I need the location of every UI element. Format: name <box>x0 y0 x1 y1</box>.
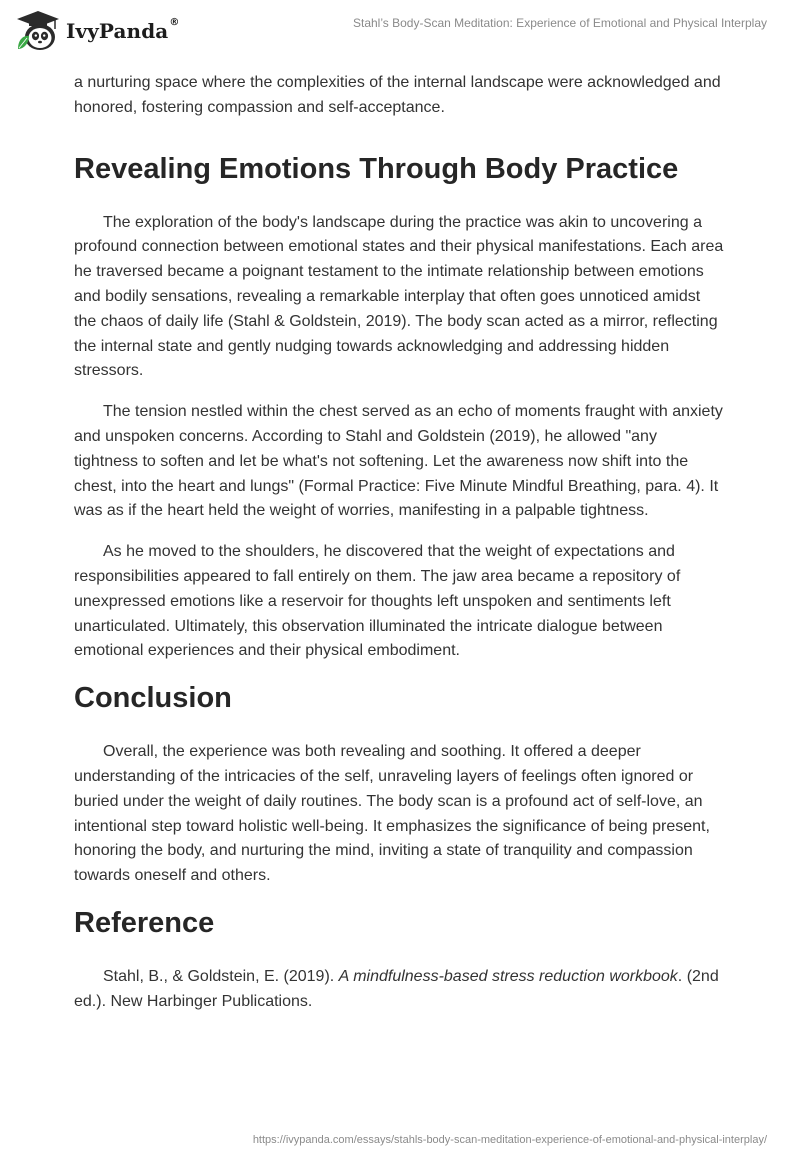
section-heading-revealing: Revealing Emotions Through Body Practice <box>74 152 679 185</box>
essay-content <box>74 71 724 1031</box>
source-url-link[interactable]: https://ivypanda.com/essays/stahls-body-scan-meditation-experience-of-emotional-and-physical-interplay/ <box>252 1134 767 1146</box>
registered-mark: ® <box>169 17 180 28</box>
revealing-paragraph-2: The tension nestled within the chest served as an echo of moments fraught with anxiety and unspoken concerns. According to Stahl and Goldstein (2019), he allowed "any tightness to soften and let be what's not softening. Let the awareness now shift into the chest, into the heart and lungs" (Formal Practice: Five Minute Mindful Breathing, para. 4). It was as if the heart held the weight of worries, manifesting in a palpable tightness. <box>74 403 723 520</box>
section-heading-conclusion: Conclusion <box>74 682 232 715</box>
reference-authors: Stahl, B., & Goldstein, E. (2019). <box>103 967 339 985</box>
section-heading-reference: Reference <box>74 906 215 939</box>
running-title: Stahl’s Body-Scan Meditation: Experience of Emotional and Physical Interplay <box>352 16 767 30</box>
revealing-paragraph-3: As he moved to the shoulders, he discovered that the weight of expectations and responsibilities appeared to fall entirely on them. The jaw area became a repository of unexpressed emotions like a reservoir for thoughts left unspoken and sentiments left unarticulated. Ultimately, this observation illuminated the intricate dialogue between emotional experiences and their physical embodiment. <box>74 543 681 660</box>
page-header <box>0 0 800 62</box>
brand-name: IvyPanda® <box>66 17 180 43</box>
intro-continuation-paragraph: a nurturing space where the complexities of the internal landscape were acknowledged and honored, fostering compassion and self-acceptance. <box>74 74 721 116</box>
brand-logo[interactable] <box>15 9 179 53</box>
reference-title: A mindfulness-based stress reduction workbook <box>338 967 678 985</box>
revealing-paragraph-1: The exploration of the body's landscape during the practice was akin to uncovering a profound connection between emotional states and their physical manifestations. Each area he traversed became a poignant testament to the intimate relationship between emotions and bodily sensations, revealing a remarkable interplay that often goes unnoticed amidst the chaos of daily life (Stahl & Goldstein, 2019). The body scan acted as a mirror, reflecting the internal state and gently nudging towards acknowledging and addressing hidden stressors. <box>74 213 724 380</box>
reference-publisher: . (2nd ed.). New Harbinger Publications. <box>74 967 719 1010</box>
conclusion-paragraph: Overall, the experience was both revealing and soothing. It offered a deeper understanding of the intricacies of the self, unraveling layers of feelings often ignored or buried under the weight of daily routines. The body scan is a profound act of self-love, an intentional step toward holistic well-being. It emphasizes the significance of being present, honoring the body, and nurturing the mind, inviting a state of tranquility and compassion towards oneself and others. <box>74 743 710 885</box>
reference-entry <box>74 965 724 1015</box>
panda-graduate-logo-icon <box>15 9 61 53</box>
